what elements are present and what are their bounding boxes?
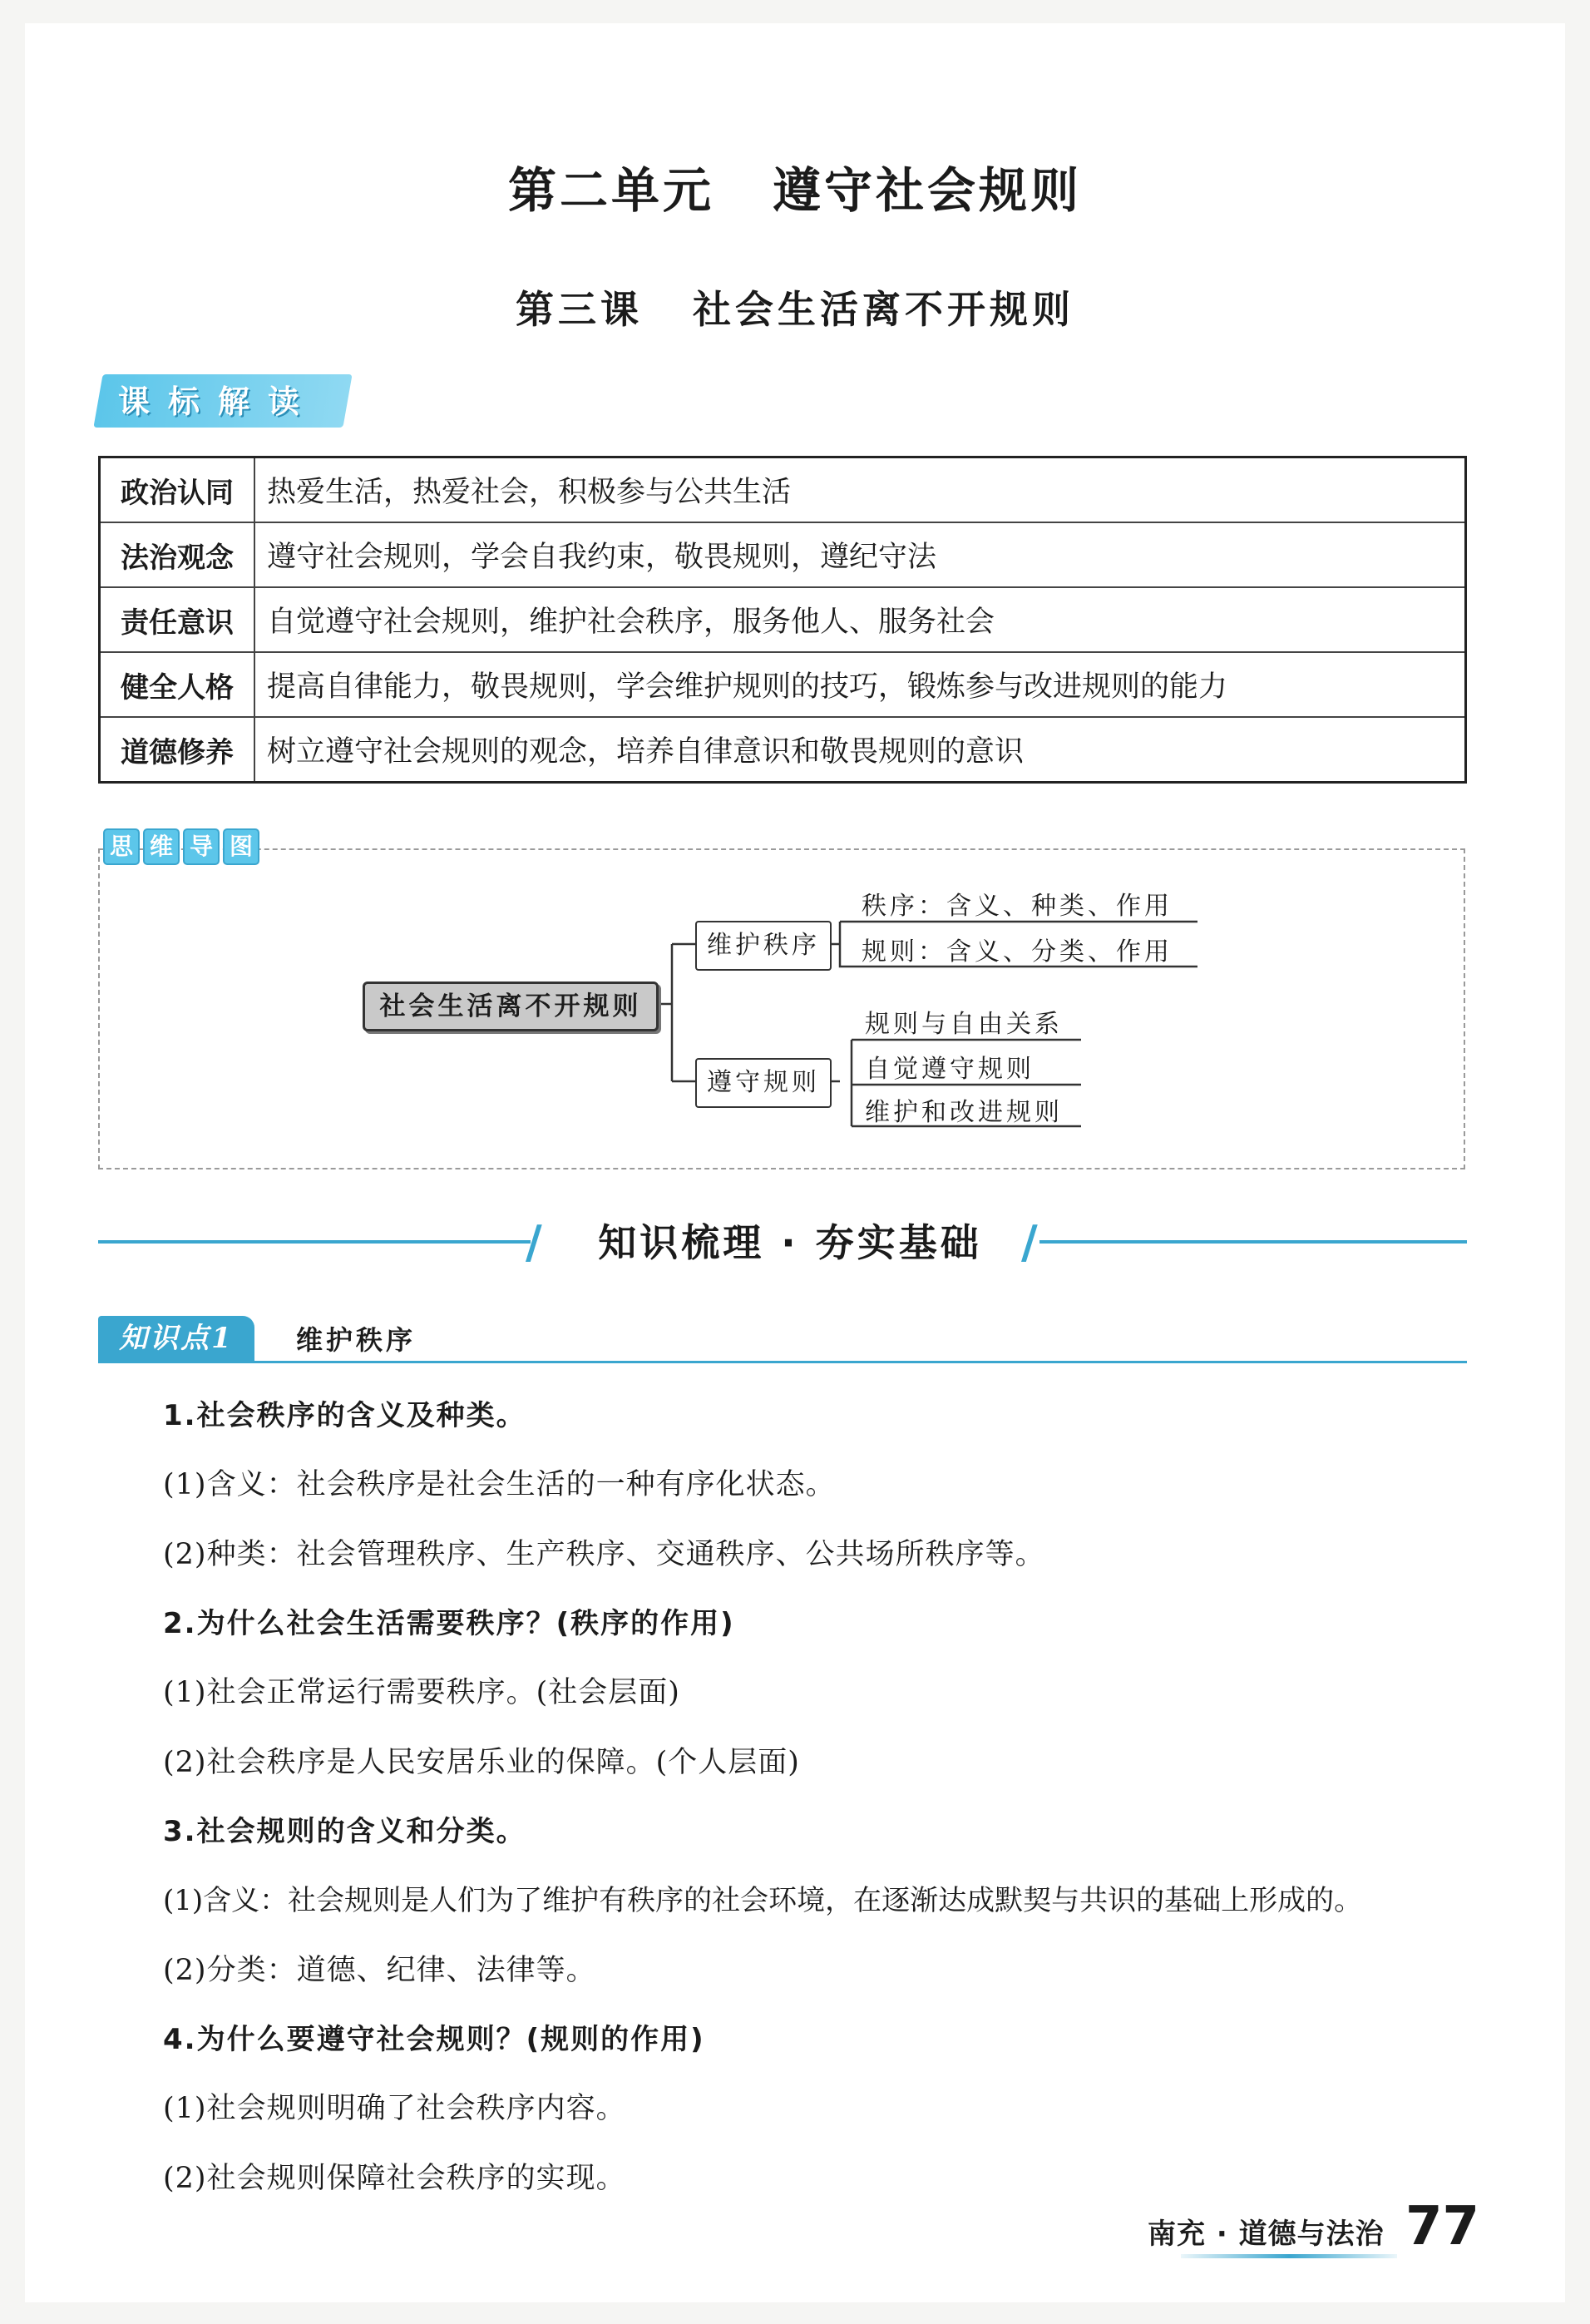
mindmap-leaf: 自觉遵守规则 (865, 1055, 1034, 1084)
unit-number: 第二单元 (507, 162, 714, 219)
knowledge-point-title: 维护秩序 (296, 1324, 417, 1356)
mindmap-leaf: 秩序：含义、种类、作用 (862, 892, 1173, 921)
mindmap-branch-obey-rules: 遵守规则 (695, 1058, 832, 1108)
content-heading: 3.社会规则的含义和分类。 (163, 1815, 526, 1848)
standard-key: 责任意识 (100, 587, 255, 652)
knowledge-point-badge: 知识点1 (98, 1316, 254, 1361)
mindmap-leaf: 规则与自由关系 (865, 1010, 1063, 1039)
section-title: 知识梳理 · 夯实基础 (598, 1220, 982, 1265)
standard-key: 法治观念 (100, 522, 255, 587)
section-rule-right (1039, 1240, 1467, 1244)
mindmap-tag-char: 图 (223, 828, 259, 865)
standard-key: 道德修养 (100, 717, 255, 783)
mindmap-leaf: 维护和改进规则 (865, 1098, 1063, 1127)
knowledge-point-rule (98, 1361, 1467, 1363)
content-heading: 2.为什么社会生活需要秩序？(秩序的作用) (163, 1607, 735, 1640)
standard-value: 热爱生活，热爱社会，积极参与公共生活 (254, 457, 1466, 523)
standard-key: 健全人格 (100, 652, 255, 717)
section-rule-left (98, 1240, 531, 1244)
lesson-number: 第三课 (516, 287, 643, 332)
standard-value: 遵守社会规则，学会自我约束，敬畏规则，遵纪守法 (254, 522, 1466, 587)
standard-value: 自觉遵守社会规则，维护社会秩序，服务他人、服务社会 (254, 587, 1466, 652)
mindmap-leaf: 规则：含义、分类、作用 (862, 937, 1173, 967)
content-line: (1)含义：社会秩序是社会生活的一种有序化状态。 (163, 1468, 836, 1501)
section-slash-right: / (1021, 1216, 1038, 1268)
content-line: (2)种类：社会管理秩序、生产秩序、交通秩序、公共场所秩序等。 (163, 1538, 1045, 1571)
footer-label: 南充 · 道德与法治 (1148, 2218, 1385, 2251)
content-line: (2)分类：道德、纪律、法律等。 (163, 1954, 596, 1987)
standards-banner: 课标解读 (118, 383, 318, 420)
content-heading: 1.社会秩序的含义及种类。 (163, 1399, 526, 1432)
content-line: (2)社会秩序是人民安居乐业的保障。(个人层面) (163, 1746, 800, 1779)
page-number: 77 (1405, 2196, 1480, 2257)
standard-value: 提高自律能力，敬畏规则，学会维护规则的技巧，锻炼参与改进规则的能力 (254, 652, 1466, 717)
mindmap-root: 社会生活离不开规则 (363, 982, 659, 1031)
content-line: (1)社会正常运行需要秩序。(社会层面) (163, 1676, 680, 1709)
leaf-bracket-1 (840, 922, 857, 967)
content-heading: 4.为什么要遵守社会规则？(规则的作用) (163, 2023, 705, 2056)
section-slash-left: / (526, 1216, 542, 1268)
mindmap-tag-char: 维 (143, 828, 180, 865)
mindmap-tag-char: 导 (183, 828, 220, 865)
mindmap-branch-maintain-order: 维护秩序 (695, 921, 832, 971)
unit-name: 遵守社会规则 (773, 162, 1083, 219)
content-line: (2)社会规则保障社会秩序的实现。 (163, 2162, 626, 2195)
footer-underline (1181, 2254, 1397, 2258)
lesson-name: 社会生活离不开规则 (693, 287, 1074, 332)
standard-key: 政治认同 (100, 457, 255, 523)
content-line: (1)含义：社会规则是人们为了维护有秩序的社会环境，在逐渐达成默契与共识的基础上形成的。 (163, 1884, 1363, 1917)
standard-value: 树立遵守社会规则的观念，培养自律意识和敬畏规则的意识 (254, 717, 1466, 783)
mindmap-tag-char: 思 (103, 828, 140, 865)
content-line: (1)社会规则明确了社会秩序内容。 (163, 2092, 626, 2125)
